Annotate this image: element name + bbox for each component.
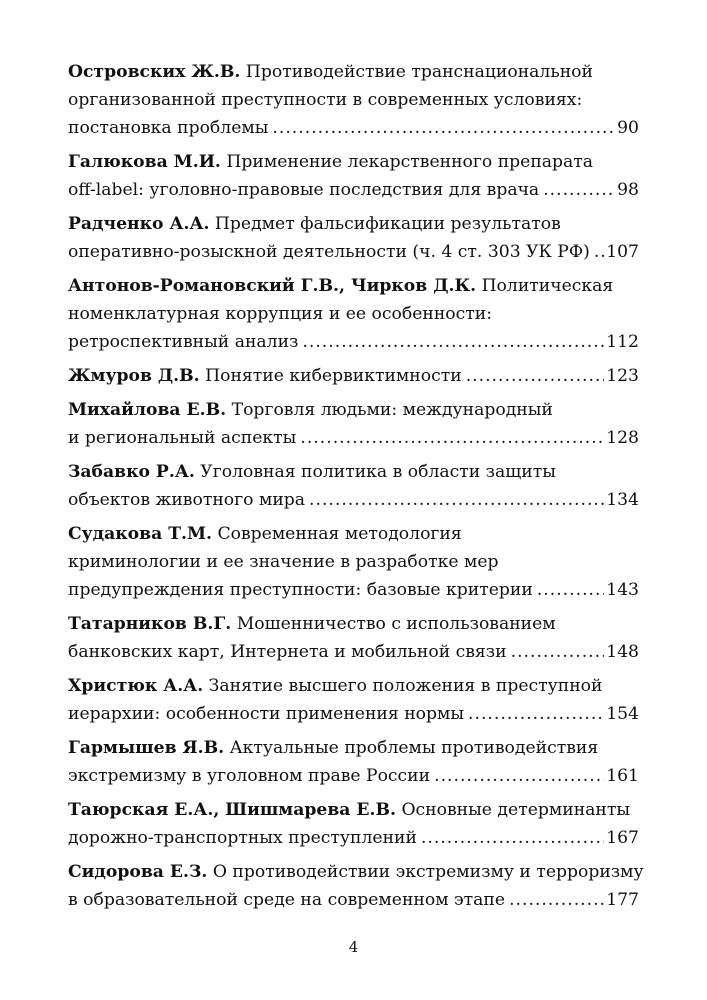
entry-last-line [68, 486, 639, 514]
dot-leader [511, 638, 605, 666]
entry-last-line [68, 114, 639, 142]
toc-entry [68, 272, 639, 356]
entry-page-number: 161 [606, 766, 639, 786]
dot-leader [434, 762, 604, 790]
entry-last-line [68, 700, 639, 728]
entry-author: Забавко Р.А. [68, 462, 195, 482]
entry-title-end: оперативно-розыскной деятельности (ч. 4 ст. 303 УК РФ) [68, 242, 590, 262]
entry-title-part: Понятие кибервиктимности [205, 366, 462, 386]
toc-entry [68, 458, 639, 514]
entry-author: Антонов-Романовский Г.В., Чирков Д.К. [68, 276, 477, 296]
entry-page-number: 134 [606, 490, 639, 510]
entry-line [68, 210, 639, 238]
entry-line [68, 734, 639, 762]
dot-leader [466, 362, 604, 390]
entry-line [68, 858, 644, 886]
dot-leader [543, 176, 615, 204]
entry-page-number: 143 [606, 580, 639, 600]
entry-last-line [68, 362, 639, 390]
entry-title-end: ретроспективный анализ [68, 332, 299, 352]
entry-last-line [68, 328, 639, 356]
entry-last-line [68, 576, 639, 604]
dot-leader [272, 114, 615, 142]
entry-title-end: экстремизму в уголовном праве России [68, 766, 431, 786]
entry-line [68, 148, 639, 176]
entry-author: Судакова Т.М. [68, 524, 212, 544]
dot-leader [309, 486, 604, 514]
entry-last-line [68, 424, 639, 452]
toc-entry [68, 734, 639, 790]
dot-leader [421, 824, 604, 852]
entry-page-number: 90 [617, 118, 639, 138]
dot-leader [509, 886, 604, 914]
dot-leader [537, 576, 604, 604]
entry-author: Жмуров Д.В. [68, 366, 200, 386]
entry-title-part: Основные детерминанты [401, 800, 631, 820]
entry-author: Христюк А.А. [68, 676, 204, 696]
entry-author: Сидорова Е.З. [68, 862, 208, 882]
entry-line: организованной преступности в современных условиях: [68, 90, 583, 110]
entry-line [68, 58, 639, 86]
entry-title-part: Политическая [481, 276, 614, 296]
toc-entry [68, 396, 639, 452]
toc-entry [68, 520, 639, 604]
entry-title-end [68, 362, 462, 390]
entry-last-line [68, 886, 639, 914]
entry-title-end: банковских карт, Интернета и мобильной связи [68, 642, 507, 662]
entry-line [68, 672, 639, 700]
entry-page-number: 154 [606, 704, 639, 724]
entry-page-number: 107 [606, 242, 639, 262]
entry-title-part: Противодействие транснациональной [245, 62, 593, 82]
entry-line: номенклатурная коррупция и ее особенности: [68, 304, 493, 324]
entry-page-number: 128 [606, 428, 639, 448]
entry-title-end: в образовательной среде на современном этапе [68, 890, 506, 910]
dot-leader [468, 700, 604, 728]
entry-line [68, 396, 639, 424]
entry-author: Гармышев Я.В. [68, 738, 225, 758]
entry-title-end: off-label: уголовно-правовые последствия для врача [68, 180, 540, 200]
entry-author: Михайлова Е.В. [68, 400, 227, 420]
entry-last-line [68, 638, 639, 666]
entry-title-end: дорожно-транспортных преступлений [68, 828, 417, 848]
dot-leader [594, 238, 604, 266]
entry-title-part: Актуальные проблемы противодействия [229, 738, 599, 758]
entry-title-end: и региональный аспекты [68, 428, 297, 448]
entry-page-number: 123 [606, 366, 639, 386]
entry-title-part: Мошенничество с использованием [236, 614, 556, 634]
entry-title-part: О противодействии экстремизму и терроризму [212, 862, 644, 882]
entry-last-line [68, 176, 639, 204]
entry-last-line [68, 824, 639, 852]
entry-title-part: Торговля людьми: международный [231, 400, 553, 420]
entry-page-number: 112 [606, 332, 639, 352]
toc-entry [68, 362, 639, 390]
entry-line [68, 458, 639, 486]
entry-title-end: предупреждения преступности: базовые критерии [68, 580, 533, 600]
entry-last-line [68, 238, 639, 266]
entry-page-number: 167 [606, 828, 639, 848]
entry-title-part: Занятие высшего положения в преступной [208, 676, 603, 696]
entry-last-line [68, 762, 639, 790]
toc-entry [68, 148, 639, 204]
dot-leader [300, 424, 604, 452]
entry-author: Таюрская Е.А., Шишмарева Е.В. [68, 800, 396, 820]
entry-line: криминологии и ее значение в разработке мер [68, 552, 499, 572]
entry-title-end: постановка проблемы [68, 118, 269, 138]
entry-author: Галюкова М.И. [68, 152, 221, 172]
table-of-contents [68, 58, 644, 920]
entry-line [68, 796, 639, 824]
toc-entry [68, 210, 639, 266]
entry-page-number: 177 [606, 890, 639, 910]
toc-entry [68, 610, 639, 666]
dot-leader [302, 328, 604, 356]
entry-title-part: Современная методология [217, 524, 462, 544]
toc-entry [68, 672, 639, 728]
page-number-footer: 4 [348, 938, 359, 956]
entry-line [68, 520, 639, 548]
entry-author: Татарников В.Г. [68, 614, 232, 634]
toc-entry [68, 796, 639, 852]
entry-title-part: Уголовная политика в области защиты [200, 462, 556, 482]
toc-entry [68, 858, 644, 914]
entry-author: Островских Ж.В. [68, 62, 241, 82]
entry-title-part: Применение лекарственного препарата [226, 152, 594, 172]
entry-line [68, 610, 639, 638]
entry-title-part: Предмет фальсификации результатов [214, 214, 561, 234]
entry-page-number: 148 [606, 642, 639, 662]
toc-entry [68, 58, 639, 142]
entry-title-end: иерархии: особенности применения нормы [68, 704, 465, 724]
entry-author: Радченко А.А. [68, 214, 210, 234]
entry-title-end: объектов животного мира [68, 490, 306, 510]
entry-page-number: 98 [617, 180, 639, 200]
entry-line [68, 272, 639, 300]
